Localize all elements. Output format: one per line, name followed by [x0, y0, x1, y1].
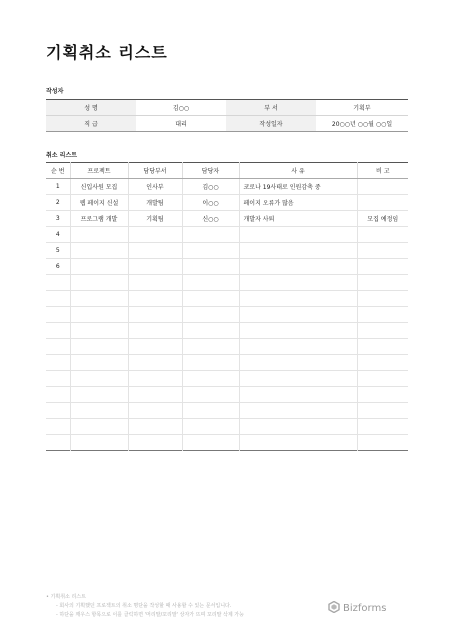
- cancel-list-header-row: [46, 163, 408, 179]
- table-cell: [182, 387, 239, 403]
- table-cell: [128, 371, 182, 387]
- author-value: 20○○년 ○○월 ○○일: [331, 121, 393, 128]
- table-cell: 코로나 19사태로 인원감축 중: [239, 179, 357, 195]
- table-cell: 6: [46, 259, 70, 275]
- author-value: 대리: [175, 121, 187, 128]
- table-cell: [239, 227, 357, 243]
- table-cell: [70, 403, 128, 419]
- table-cell: [357, 179, 408, 195]
- table-cell: 개발팀: [128, 195, 182, 211]
- table-cell: 인사부: [128, 179, 182, 195]
- table-cell: [46, 307, 70, 323]
- table-cell: [46, 387, 70, 403]
- table-cell: 3: [46, 211, 70, 227]
- table-cell: [70, 355, 128, 371]
- table-cell: [128, 435, 182, 451]
- table-row: [46, 243, 408, 259]
- table-cell: [182, 403, 239, 419]
- cancel-list-section-label: 취소 리스트: [46, 152, 78, 159]
- table-cell: 이○○: [182, 195, 239, 211]
- table-cell: [182, 323, 239, 339]
- table-cell: [70, 307, 128, 323]
- author-row: [46, 116, 408, 132]
- table-cell: [128, 355, 182, 371]
- table-cell: [239, 275, 357, 291]
- column-header: 담당부서: [128, 163, 182, 179]
- table-row: [46, 259, 408, 275]
- table-cell: [128, 403, 182, 419]
- column-header: 비 고: [357, 163, 408, 179]
- table-cell: [357, 195, 408, 211]
- table-row: [46, 227, 408, 243]
- table-row: [46, 387, 408, 403]
- table-cell: [46, 339, 70, 355]
- table-cell: [128, 339, 182, 355]
- table-cell: [357, 275, 408, 291]
- table-cell: [46, 275, 70, 291]
- table-cell: [128, 275, 182, 291]
- table-cell: 모집 예정임: [357, 211, 408, 227]
- table-cell: 웹 페이지 신설: [70, 195, 128, 211]
- table-cell: [46, 435, 70, 451]
- table-row: [46, 435, 408, 451]
- document-title: 기획취소 리스트: [46, 43, 168, 62]
- table-cell: [46, 355, 70, 371]
- table-cell: [70, 419, 128, 435]
- table-cell: [357, 387, 408, 403]
- table-cell: [239, 259, 357, 275]
- table-cell: [70, 435, 128, 451]
- footer-note: [46, 593, 244, 620]
- table-row: [46, 291, 408, 307]
- table-cell: [182, 259, 239, 275]
- table-row: [46, 419, 408, 435]
- table-cell: [357, 291, 408, 307]
- author-section-label: 작성자: [46, 88, 64, 95]
- table-cell: [357, 403, 408, 419]
- table-cell: 프로그램 개발: [70, 211, 128, 227]
- table-cell: [357, 259, 408, 275]
- table-cell: [46, 419, 70, 435]
- table-cell: [239, 387, 357, 403]
- table-cell: [70, 291, 128, 307]
- table-cell: [46, 323, 70, 339]
- table-cell: [239, 291, 357, 307]
- table-cell: 5: [46, 243, 70, 259]
- brand-name: Bizforms: [343, 603, 387, 614]
- footer-line-3: - 하단을 깨우스 항목으로 이를 클릭하면 '머리말/꼬리말' 상자가 뜨며 꼬리말 삭제 가능: [56, 612, 244, 618]
- table-cell: 신○○: [182, 211, 239, 227]
- table-cell: [357, 355, 408, 371]
- table-cell: [357, 227, 408, 243]
- column-header: 담당자: [182, 163, 239, 179]
- table-cell: [70, 339, 128, 355]
- table-cell: 신입사원 모집: [70, 179, 128, 195]
- footer-line-2: - 회사의 기획했던 프로젝트의 취소 명단을 작성할 때 사용할 수 있는 문서입니다.: [56, 603, 232, 609]
- table-row: [46, 339, 408, 355]
- table-cell: [128, 227, 182, 243]
- table-cell: 2: [46, 195, 70, 211]
- table-cell: [239, 371, 357, 387]
- table-cell: [182, 355, 239, 371]
- author-label: 직 급: [46, 116, 136, 132]
- table-cell: [182, 371, 239, 387]
- footer-line-1: • 기획취소 리스트: [46, 594, 86, 600]
- table-cell: [128, 259, 182, 275]
- table-row: [46, 355, 408, 371]
- table-cell: [182, 275, 239, 291]
- table-cell: [70, 275, 128, 291]
- table-cell: [70, 371, 128, 387]
- table-cell: 4: [46, 227, 70, 243]
- author-row: [46, 100, 408, 116]
- table-cell: [182, 419, 239, 435]
- table-cell: [182, 227, 239, 243]
- table-cell: [357, 371, 408, 387]
- column-header: 순 번: [46, 163, 70, 179]
- table-cell: [128, 307, 182, 323]
- table-cell: [357, 435, 408, 451]
- author-table: [46, 99, 408, 132]
- table-row: [46, 307, 408, 323]
- table-cell: [357, 307, 408, 323]
- table-cell: [239, 435, 357, 451]
- table-cell: [182, 307, 239, 323]
- table-cell: [239, 243, 357, 259]
- column-header: 프로젝트: [70, 163, 128, 179]
- table-row: [46, 403, 408, 419]
- bizforms-logo-icon: [328, 601, 340, 616]
- table-row: [46, 371, 408, 387]
- table-cell: [46, 371, 70, 387]
- table-cell: [357, 243, 408, 259]
- table-cell: [70, 227, 128, 243]
- table-cell: [128, 323, 182, 339]
- table-cell: [128, 419, 182, 435]
- table-cell: [239, 339, 357, 355]
- table-cell: 기획팀: [128, 211, 182, 227]
- table-cell: [70, 323, 128, 339]
- table-cell: 김○○: [182, 179, 239, 195]
- table-cell: [182, 339, 239, 355]
- table-row: [46, 195, 408, 211]
- table-cell: 페이지 오류가 많음: [239, 195, 357, 211]
- table-cell: [357, 419, 408, 435]
- table-cell: [46, 403, 70, 419]
- author-value: 기획부: [316, 100, 408, 116]
- author-label: 작성일자: [226, 116, 316, 132]
- table-cell: [70, 243, 128, 259]
- table-cell: [357, 323, 408, 339]
- table-cell: [239, 323, 357, 339]
- table-cell: [182, 435, 239, 451]
- table-cell: [239, 403, 357, 419]
- table-cell: [239, 419, 357, 435]
- table-cell: [182, 291, 239, 307]
- table-cell: [357, 339, 408, 355]
- table-cell: 개발자 사퇴: [239, 211, 357, 227]
- author-label: 성 명: [46, 100, 136, 116]
- table-cell: [239, 307, 357, 323]
- author-label: 부 서: [226, 100, 316, 116]
- table-cell: [239, 355, 357, 371]
- table-cell: [70, 259, 128, 275]
- table-cell: [46, 291, 70, 307]
- table-row: [46, 179, 408, 195]
- table-cell: [128, 243, 182, 259]
- author-value: 김○○: [136, 100, 226, 116]
- cancel-list-table: [46, 162, 408, 451]
- table-cell: [128, 291, 182, 307]
- table-row: [46, 275, 408, 291]
- column-header: 사 유: [239, 163, 357, 179]
- table-cell: [70, 387, 128, 403]
- table-row: [46, 211, 408, 227]
- table-cell: [128, 387, 182, 403]
- table-cell: 1: [46, 179, 70, 195]
- brand-logo: [328, 601, 386, 616]
- table-cell: [182, 243, 239, 259]
- table-row: [46, 323, 408, 339]
